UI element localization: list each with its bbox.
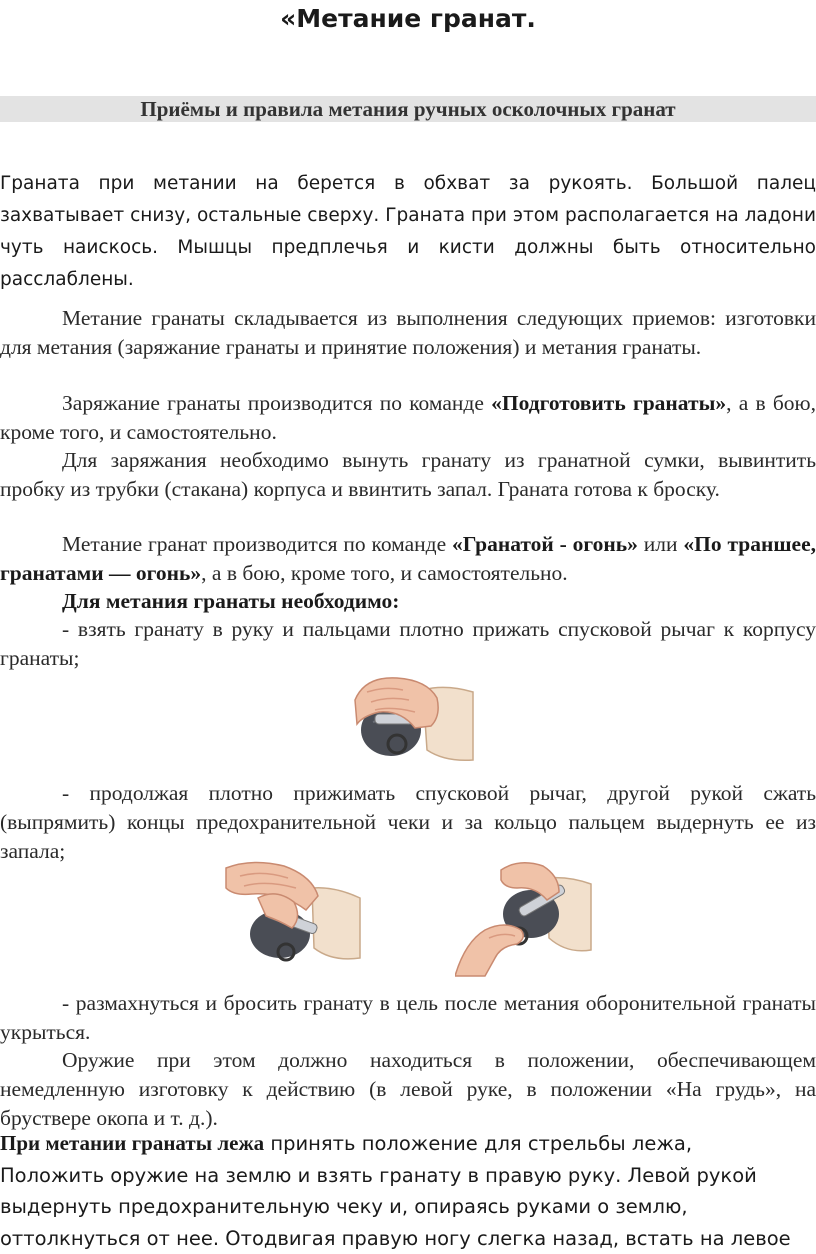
command-label: «Гранатой - огонь» bbox=[452, 532, 638, 556]
paragraph-weapon-position: Оружие при этом должно находиться в положении, обеспечивающем немедленную изготовку к действию (в левой руке, в положении «На грудь», на бруствере окопа и т. д.). bbox=[0, 1048, 816, 1130]
pin-straighten-illustration bbox=[222, 858, 362, 968]
step-grip-grenade: - взять гранату в руку и пальцами плотно прижать спусковой рычаг к корпусу гранаты; bbox=[0, 617, 816, 670]
text-fragment: , а в бою, кроме того, и самостоятельно. bbox=[201, 561, 568, 585]
command-label: «По траншее, гранатами — огонь» bbox=[0, 532, 816, 585]
prone-heading: При метании гранаты лежа bbox=[0, 1131, 265, 1155]
paragraph-loading-steps: Для заряжания необходимо вынуть гранату из гранатной сумки, вывинтить пробку из трубки (стакана) корпуса и ввинтить запал. Граната готова к броску. bbox=[0, 448, 816, 501]
requirements-heading: Для метания гранаты необходимо: bbox=[62, 589, 400, 613]
text-fragment: , а в бою, кроме того, и самостоятельно. bbox=[0, 391, 816, 444]
step-throw: - размахнуться и бросить гранату в цель после метания оборонительной гранаты укрыться. bbox=[0, 991, 816, 1044]
step-pull-pin: - продолжая плотно прижимать спусковой рычаг, другой рукой сжать (выпрямить) концы предохранительной чеки и за кольцо пальцем выдернуть ее из запала; bbox=[0, 781, 816, 863]
intro-paragraph: Граната при метании на берется в обхват за рукоять. Большой палец захватывает снизу, остальные сверху. Граната при этом располагается на ладони чуть наискось. Мышцы предплечья и кисти должны быть относительно расслаблены. bbox=[0, 173, 816, 290]
prone-line-3: выдернуть предохранительную чеку и, опираясь руками о землю, bbox=[0, 1195, 688, 1218]
prone-line-2: Положить оружие на землю и взять гранату в правую руку. Левой рукой bbox=[0, 1163, 757, 1187]
text-fragment: или bbox=[637, 532, 684, 556]
paragraph-stages: Метание гранаты складывается из выполнения следующих приемов: изготовки для метания (заряжание гранаты и принятие положения) и метания гранаты. bbox=[0, 306, 816, 359]
prone-line-1 bbox=[0, 1128, 816, 1160]
page-title: «Метание гранат. bbox=[280, 4, 536, 33]
section-subtitle: Приёмы и правила метания ручных осколочных гранат bbox=[140, 97, 676, 121]
paragraph-requirements-heading bbox=[0, 587, 816, 616]
text-fragment: Заряжание гранаты производится по команде bbox=[62, 391, 492, 415]
paragraph-throw-command bbox=[0, 530, 816, 588]
prone-line-4: оттолкнуться от нее. Отодвигая правую ногу слегка назад, встать на левое bbox=[0, 1226, 791, 1250]
text-fragment: принять положение для стрельбы лежа, bbox=[264, 1132, 693, 1155]
paragraph-prone-throw bbox=[0, 1128, 816, 1254]
text-fragment: Метание гранат производится по команде bbox=[62, 532, 453, 556]
hand-grip-illustration bbox=[345, 670, 475, 770]
ring-pull-illustration bbox=[455, 858, 595, 978]
paragraph-loading-command bbox=[0, 389, 816, 447]
command-label: «Подготовить гранаты» bbox=[491, 391, 727, 415]
